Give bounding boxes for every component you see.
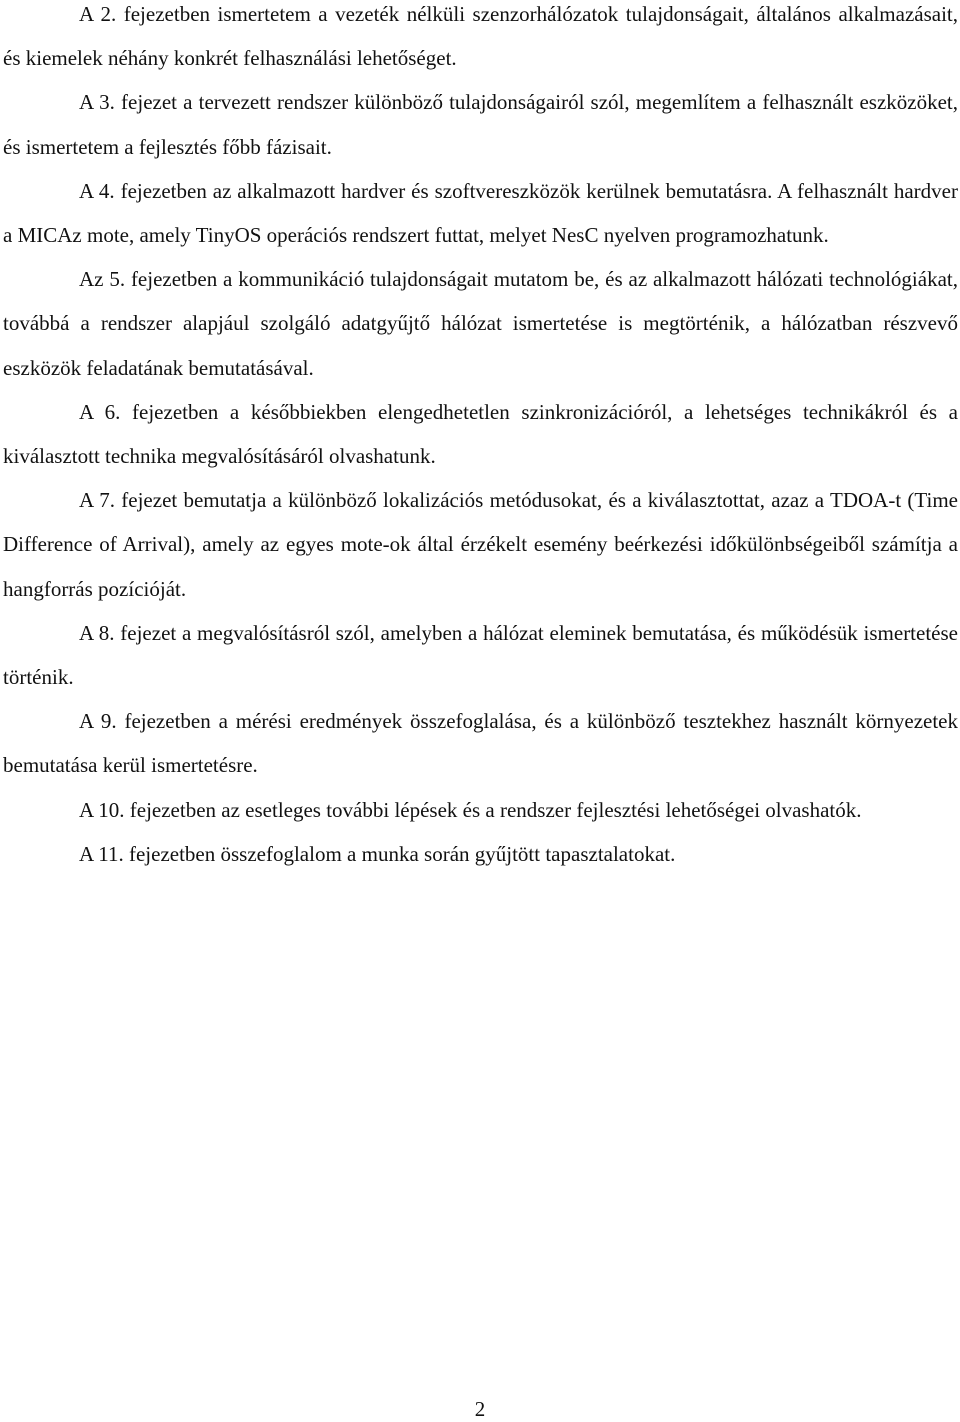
paragraph-chapter-9: A 9. fejezetben a mérési eredmények összefoglalása, és a különböző tesztekhez használt környezetek bemutatása kerül ismertetésre. [3, 709, 958, 778]
paragraph-chapter-6: A 6. fejezetben a későbbiekben elengedhetetlen szinkronizációról, a lehetséges technikákról és a kiválasztott technika megvalósításáról olvashatunk. [3, 399, 958, 469]
document-body [3, 0, 958, 876]
paragraph-chapter-7: A 7. fejezet bemutatja a különböző lokalizációs metódusokat, és a kiválasztottat, azaz a TDOA-t (Time Difference of Arrival), amely az egyes mote-ok által érzékelt esemény beérkezési időkülönbségeiből számítja a hangforrás pozícióját. [3, 488, 958, 601]
paragraph-chapter-4: A 4. fejezetben az alkalmazott hardver és szoftvereszközök kerülnek bemutatásra. A felhasznált hardver a MICAz mote, amely TinyOS operációs rendszert futtat, melyet NesC nyelven programozhatunk. [3, 178, 958, 248]
paragraph-chapter-2: A 2. fejezetben ismertetem a vezeték nélküli szenzorhálózatok tulajdonságait, általános alkalmazásait, és kiemelek néhány konkrét felhasználási lehetőséget. [3, 2, 958, 71]
paragraph-chapter-11: A 11. fejezetben összefoglalom a munka során gyűjtött tapasztalatokat. [79, 841, 676, 866]
paragraph-chapter-5: Az 5. fejezetben a kommunikáció tulajdonságait mutatom be, és az alkalmazott hálózati technológiákat, továbbá a rendszer alapjául szolgáló adatgyűjtő hálózat ismertetése is megtörténik, a hálózatban részvevő eszközök feladatának bemutatásával. [3, 267, 958, 380]
paragraph-chapter-10: A 10. fejezetben az esetleges további lépések és a rendszer fejlesztési lehetőségei olvashatók. [79, 797, 862, 822]
paragraph-chapter-8: A 8. fejezet a megvalósításról szól, amelyben a hálózat eleminek bemutatása, és működésük ismertetése történik. [3, 620, 958, 690]
paragraph-chapter-3: A 3. fejezet a tervezett rendszer különböző tulajdonságairól szól, megemlítem a felhasznált eszközöket, és ismertetem a fejlesztés főbb fázisait. [3, 90, 958, 159]
page-number: 2 [474, 1397, 486, 1421]
